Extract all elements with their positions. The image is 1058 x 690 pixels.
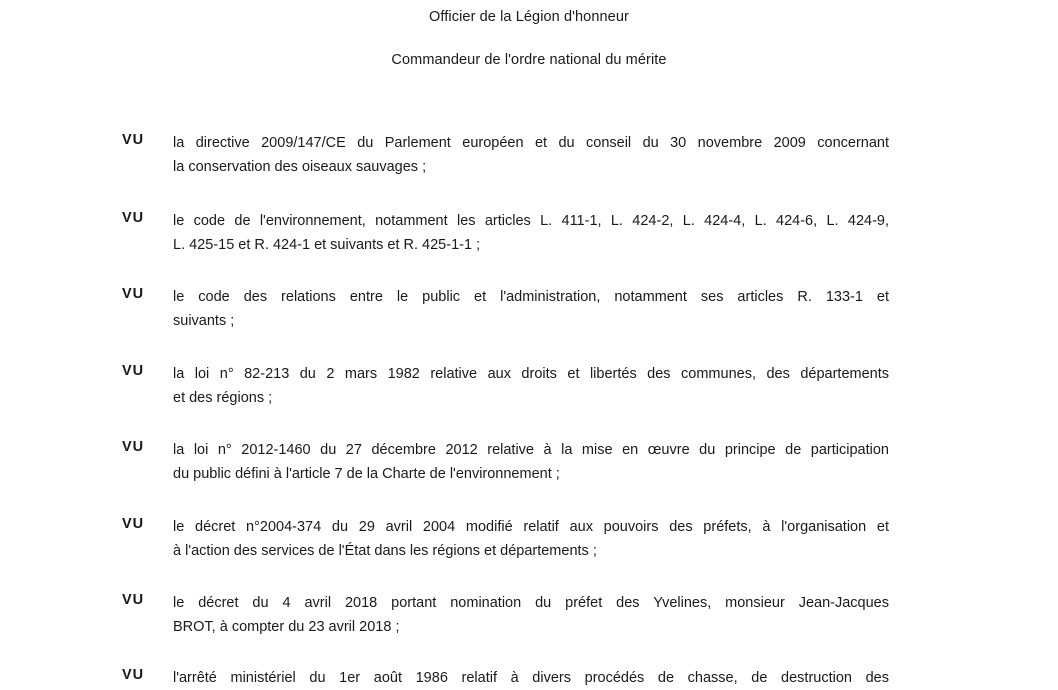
consideration-line: le code de l'environnement, notamment les articles L. 411-1, L. 424-2, L. 424-4, L. 424-6, L. 424-9, xyxy=(173,213,889,229)
consideration-text xyxy=(173,515,889,563)
consideration-text xyxy=(173,209,889,257)
vu-label: VU xyxy=(122,516,145,532)
vu-label: VU xyxy=(122,132,145,148)
consideration-line: le décret du 4 avril 2018 portant nomination du préfet des Yvelines, monsieur Jean-Jacques xyxy=(173,595,889,611)
consideration-line: le code des relations entre le public et l'administration, notamment ses articles R. 133-1 et xyxy=(173,289,889,305)
consideration-line: le décret n°2004-374 du 29 avril 2004 modifié relatif aux pouvoirs des préfets, à l'organisation et xyxy=(173,519,889,535)
consideration-line: la conservation des oiseaux sauvages ; xyxy=(173,159,427,175)
consideration-text xyxy=(173,362,889,410)
consideration-line: la loi n° 2012-1460 du 27 décembre 2012 relative à la mise en œuvre du principe de participation xyxy=(173,442,889,458)
vu-label: VU xyxy=(122,210,145,226)
consideration-line: l'arrêté ministériel du 1er août 1986 relatif à divers procédés de chasse, de destruction des xyxy=(173,670,889,686)
consideration-line: du public défini à l'article 7 de la Charte de l'environnement ; xyxy=(173,466,560,482)
consideration-text xyxy=(173,591,889,639)
consideration-line: suivants ; xyxy=(173,313,235,329)
consideration-text xyxy=(173,131,889,179)
consideration-line: à l'action des services de l'État dans les régions et départements ; xyxy=(173,543,597,559)
vu-label: VU xyxy=(122,439,145,455)
consideration-text xyxy=(173,438,889,486)
vu-label: VU xyxy=(122,592,145,608)
consideration-line: L. 425-15 et R. 424-1 et suivants et R. 425-1-1 ; xyxy=(173,237,481,253)
header-title-legion-honneur: Officier de la Légion d'honneur xyxy=(429,9,629,25)
consideration-line: et des régions ; xyxy=(173,390,273,406)
consideration-line: la directive 2009/147/CE du Parlement européen et du conseil du 30 novembre 2009 concernant xyxy=(173,135,889,151)
consideration-line: BROT, à compter du 23 avril 2018 ; xyxy=(173,619,400,635)
header-title-ordre-merite: Commandeur de l'ordre national du mérite xyxy=(391,52,667,68)
vu-label: VU xyxy=(122,363,145,379)
vu-label: VU xyxy=(122,667,145,683)
consideration-text xyxy=(173,285,889,333)
consideration-text xyxy=(173,666,889,690)
vu-label: VU xyxy=(122,286,145,302)
consideration-line: la loi n° 82-213 du 2 mars 1982 relative aux droits et libertés des communes, des départements xyxy=(173,366,889,382)
